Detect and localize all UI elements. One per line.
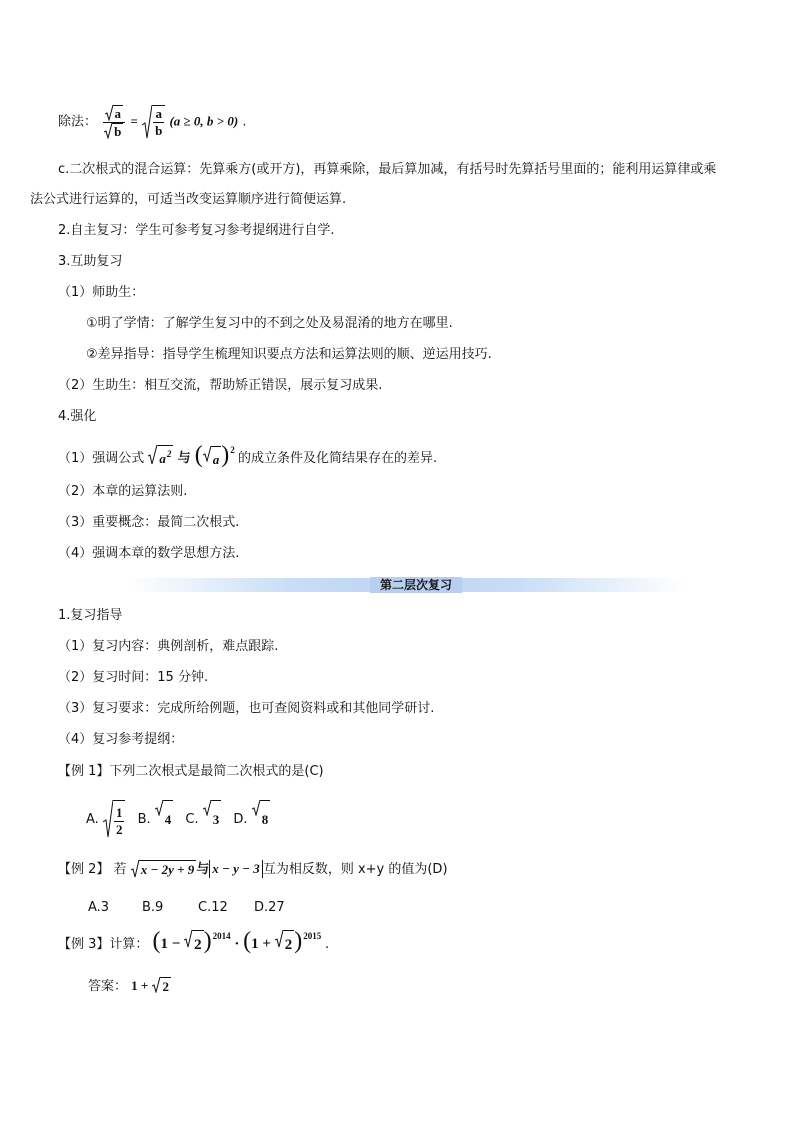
example-2-options: [88, 899, 285, 917]
example-3-answer: 答案： 1 + 2: [88, 978, 169, 994]
item-3-1b: ②差异指导：指导学生梳理知识要点方法和运算法则的顺、逆运用技巧.: [86, 347, 492, 362]
division-label: 除法：: [58, 114, 98, 130]
item-4-4: （4）强调本章的数学思想方法.: [58, 546, 240, 561]
review-title: 1.复习指导: [58, 608, 123, 623]
example-1-stem: 【例 1】下列二次根式是最简二次根式的是(C): [58, 764, 324, 779]
example-2-radical: x − 2y + 9: [131, 860, 197, 879]
example-1-options: A. $\frac{1}{2}$ B. 4 C. 3 D. 8: [86, 800, 270, 839]
item-2: 2.自主复习：学生可参考复习参考提纲进行自学.: [58, 223, 335, 238]
item-3-1a: ①明了学情：了解学生复习中的不到之处及易混淆的地方在哪里.: [86, 316, 453, 331]
review-r3: （3）复习要求：完成所给例题，也可查阅资料或和其他同学研讨.: [58, 701, 435, 716]
example-2-stem: 【例 2】 若 x − 2y + 9 与 x − y − 3 互为相反数，则 x+y 的值为(D): [58, 861, 448, 877]
option-d-formula: 8: [252, 800, 271, 839]
item-4-1: （1）强调公式 $a^2$ 与 ( a )$^2$ 的成立条件及化简结果存在的差异.: [58, 443, 437, 473]
example-2-option: D.27: [254, 900, 285, 915]
para-c-line2: 法公式进行运算的，可适当改变运算顺序进行简便运算.: [30, 192, 347, 207]
para-c-line1: c.二次根式的混合运算：先算乘方(或开方)，再算乘除，最后算加减，有括号时先算括号里面的；能利用运算律或乘: [58, 162, 717, 177]
section-divider-label: 第二层次复习: [370, 577, 462, 593]
review-r1: （1）复习内容：典例剖析，难点跟踪.: [58, 639, 279, 654]
example-2-option: C.12: [198, 900, 228, 915]
formula-sqrt-a-squared: $a^2$: [148, 445, 173, 473]
review-r2: （2）复习时间：15 分钟.: [58, 670, 209, 685]
review-r4: （4）复习参考提纲：: [58, 732, 184, 747]
item-4: 4.强化: [58, 409, 97, 424]
answer-radical: 2: [152, 977, 171, 996]
example-3-expression: (1 − 2 )$^{2014}$ · (1 + 2 )$^{2015}$: [153, 936, 325, 952]
option-c-formula: 3: [203, 800, 222, 839]
item-4-2: （2）本章的运算法则.: [58, 484, 188, 499]
formula-paren-sqrt-a-squared: ( a )$^2$: [195, 450, 238, 465]
item-3-1: （1）师助生：: [58, 285, 145, 300]
option-b-formula: 4: [155, 800, 174, 839]
division-right-radical: $\frac{a}{b}$: [142, 105, 165, 140]
section-divider: [126, 578, 686, 592]
division-left-fraction: $\frac{a}{b}$: [102, 104, 125, 140]
example-3-stem: 【例 3】计算： (1 − 2 )$^{2014}$ · (1 + 2 )$^{2015}$ .: [58, 929, 329, 959]
example-2-option: B.9: [142, 900, 164, 915]
item-3-2: （2）生助生：相互交流，帮助矫正错误，展示复习成果.: [58, 378, 383, 393]
example-2-option: A.3: [88, 900, 110, 915]
division-line: 除法： $\frac{a}{b}$ = $\frac{a}{b}$ (a ≥ 0, b > 0) .: [58, 105, 247, 140]
item-3: 3.互助复习: [58, 254, 123, 269]
option-a-formula: $\frac{1}{2}$: [103, 800, 126, 839]
item-4-3: （3）重要概念：最简二次根式.: [58, 515, 240, 530]
example-2-abs: x − y − 3: [209, 860, 263, 878]
